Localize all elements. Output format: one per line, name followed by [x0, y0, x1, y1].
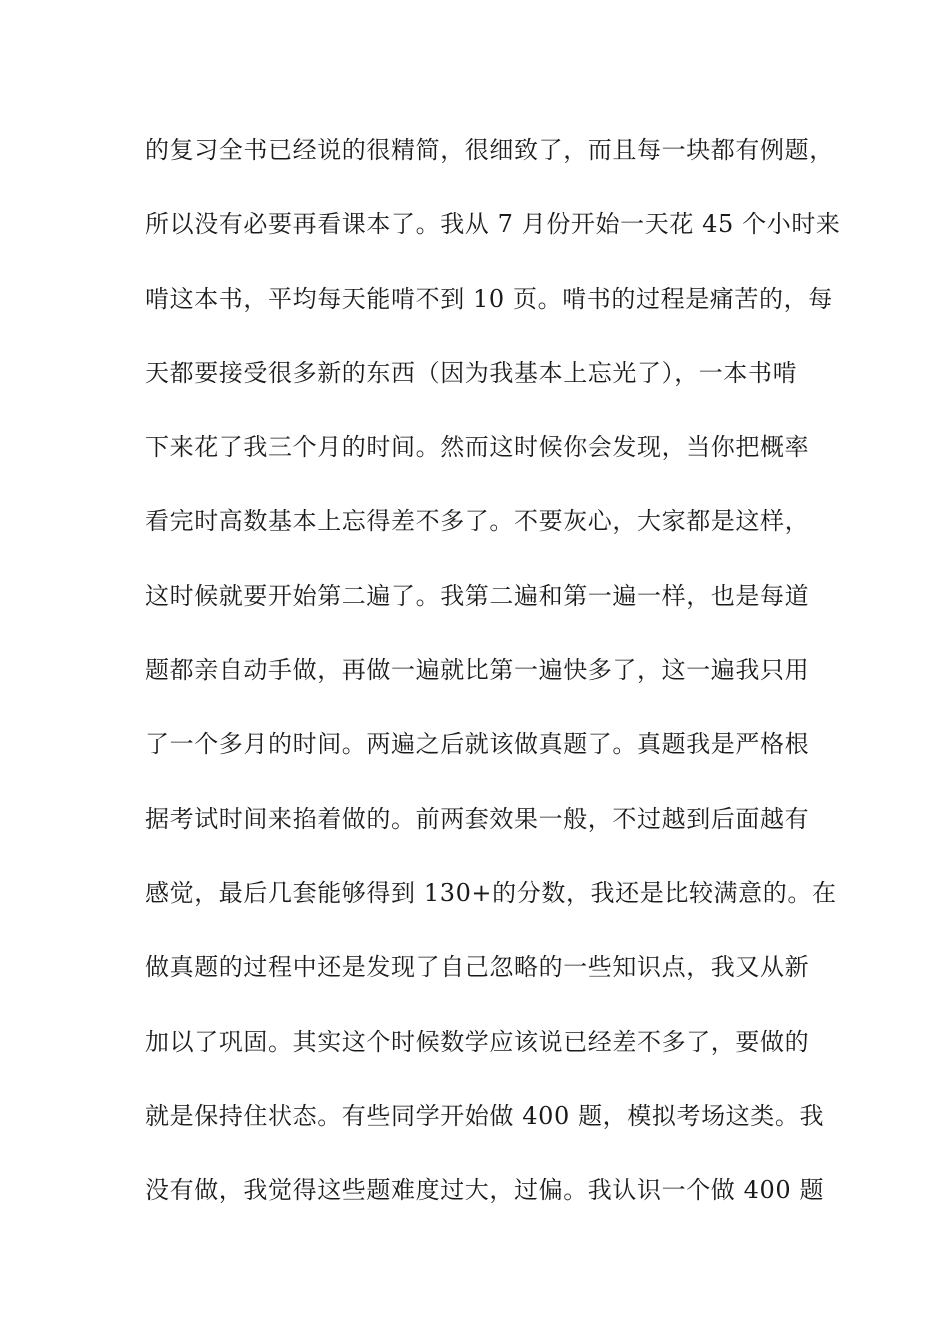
text-line: 就是保持住状态。有些同学开始做 400 题，模拟考场这类。我 [145, 1101, 825, 1130]
text-line: 做真题的过程中还是发现了自己忽略的一些知识点，我又从新 [145, 953, 810, 982]
text-line: 天都要接受很多新的东西（因为我基本上忘光了），一本书啃 [145, 358, 798, 387]
text-line: 啃这本书，平均每天能啃不到 10 页。啃书的过程是痛苦的，每 [145, 284, 833, 313]
text-line: 感觉，最后几套能够得到 130+的分数，我还是比较满意的。在 [145, 878, 837, 907]
text-line: 看完时高数基本上忘得差不多了。不要灰心，大家都是这样， [145, 507, 810, 536]
text-line: 题都亲自动手做，再做一遍就比第一遍快多了，这一遍我只用 [145, 656, 810, 685]
text-line: 的复习全书已经说的很精简，很细致了，而且每一块都有例题， [145, 136, 834, 164]
text-line: 加以了巩固。其实这个时候数学应该说已经差不多了，要做的 [145, 1027, 810, 1056]
text-line: 这时候就要开始第二遍了。我第二遍和第一遍一样，也是每道 [145, 581, 810, 610]
text-line: 下来花了我三个月的时间。然而这时候你会发现，当你把概率 [145, 433, 810, 462]
text-line: 没有做，我觉得这些题难度过大，过偏。我认识一个做 400 题 [145, 1176, 825, 1205]
text-line: 了一个多月的时间。两遍之后就该做真题了。真题我是严格根 [145, 730, 810, 759]
text-line: 所以没有必要再看课本了。我从 7 月份开始一天花 45 个小时来 [145, 210, 841, 239]
text-line: 据考试时间来掐着做的。前两套效果一般，不过越到后面越有 [145, 804, 810, 833]
body-text [145, 128, 841, 1242]
